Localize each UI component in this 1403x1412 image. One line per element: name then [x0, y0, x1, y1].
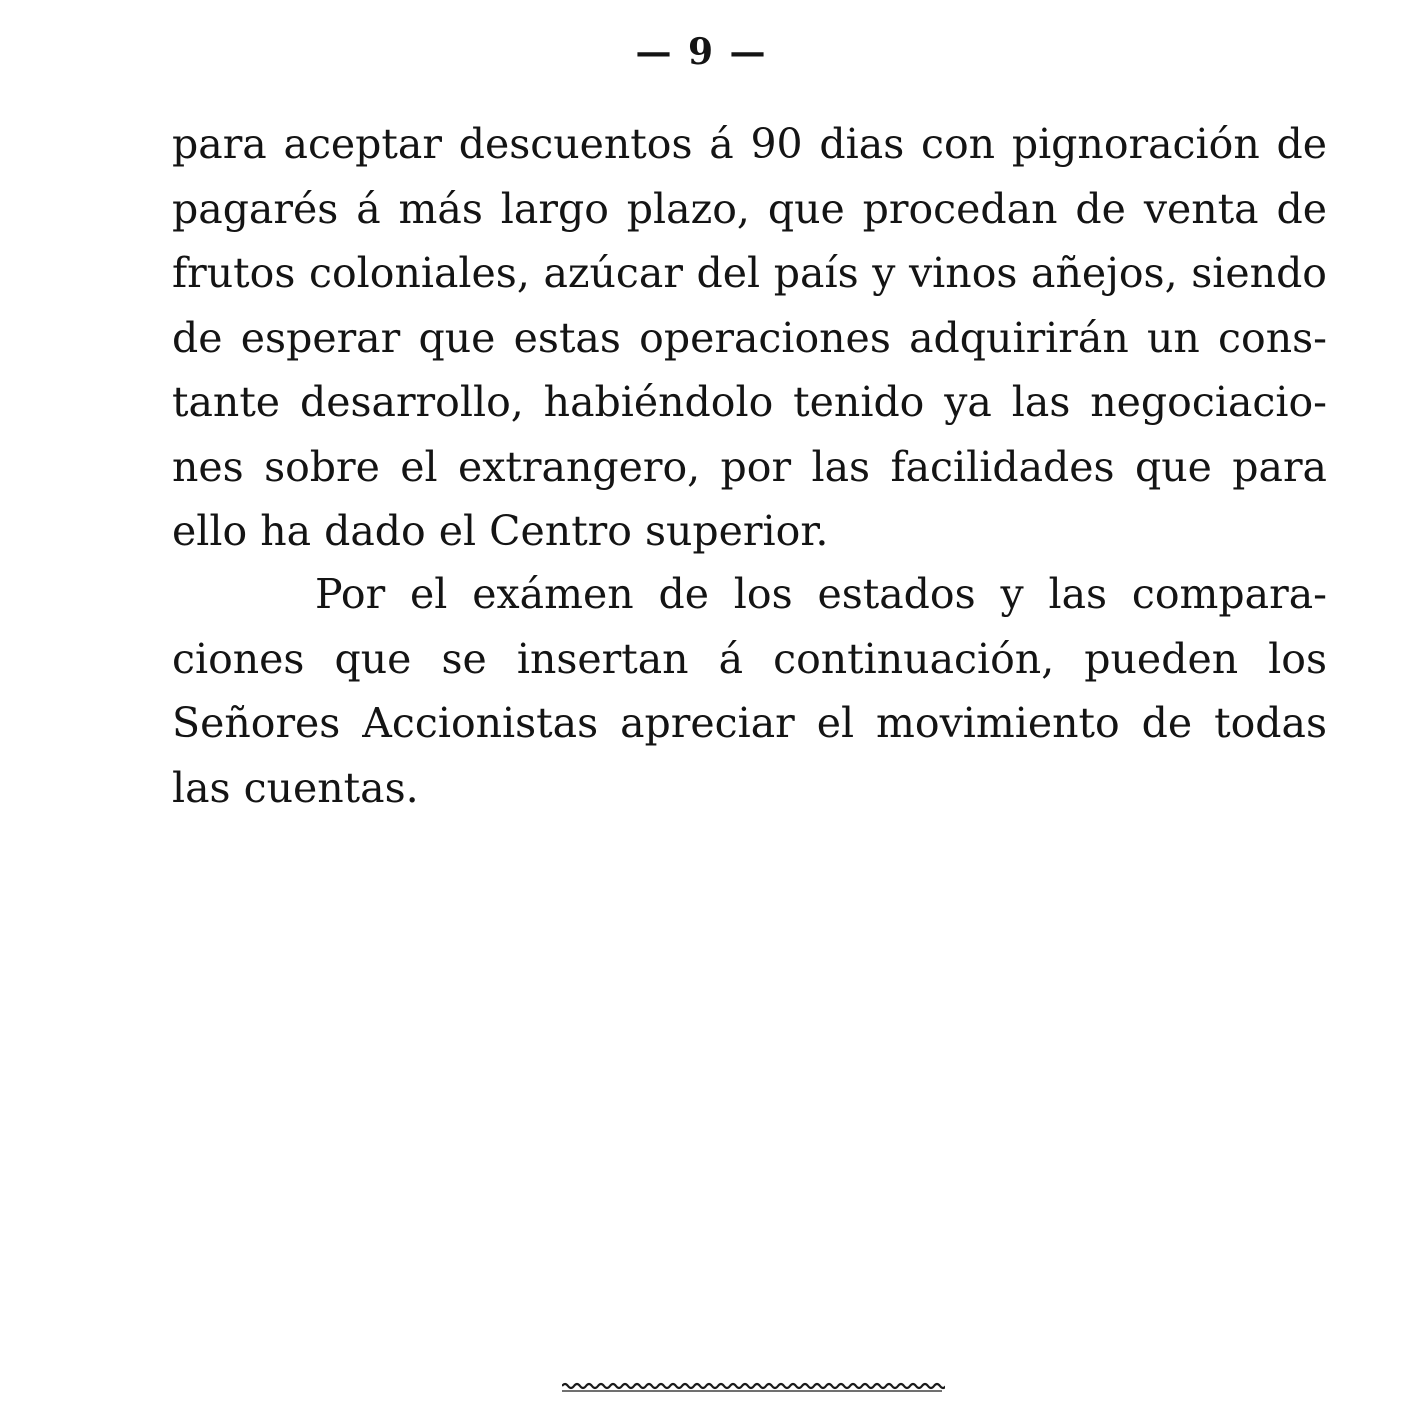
- text-line: pagarés á más largo plazo, que procedan de venta de: [172, 184, 1327, 233]
- text-line: Señores Accionistas apreciar el movimiento de todas: [172, 699, 1327, 747]
- page-number: — 9 —: [635, 31, 768, 73]
- text-line: Por el exámen de los estados y las compara-: [315, 570, 1327, 618]
- text-line: nes sobre el extrangero, por las facilidades que para: [172, 442, 1327, 491]
- text-line: tante desarrollo, habiéndolo tenido ya las negociacio-: [172, 378, 1327, 426]
- text-line: frutos coloniales, azúcar del país y vinos añejos, siendo: [172, 249, 1327, 297]
- text-line: ello ha dado el Centro superior.: [172, 507, 829, 555]
- text-line: de esperar que estas operaciones adquirirán un cons-: [172, 313, 1327, 362]
- text-line: ciones que se insertan á continuación, pueden los: [172, 634, 1327, 683]
- text-line: las cuentas.: [172, 763, 419, 812]
- paragraph-2: [172, 562, 1327, 820]
- wavy-divider-ornament: [562, 1380, 945, 1394]
- text-line: para aceptar descuentos á 90 dias con pignoración de: [172, 120, 1327, 168]
- paragraph-1: [172, 112, 1327, 564]
